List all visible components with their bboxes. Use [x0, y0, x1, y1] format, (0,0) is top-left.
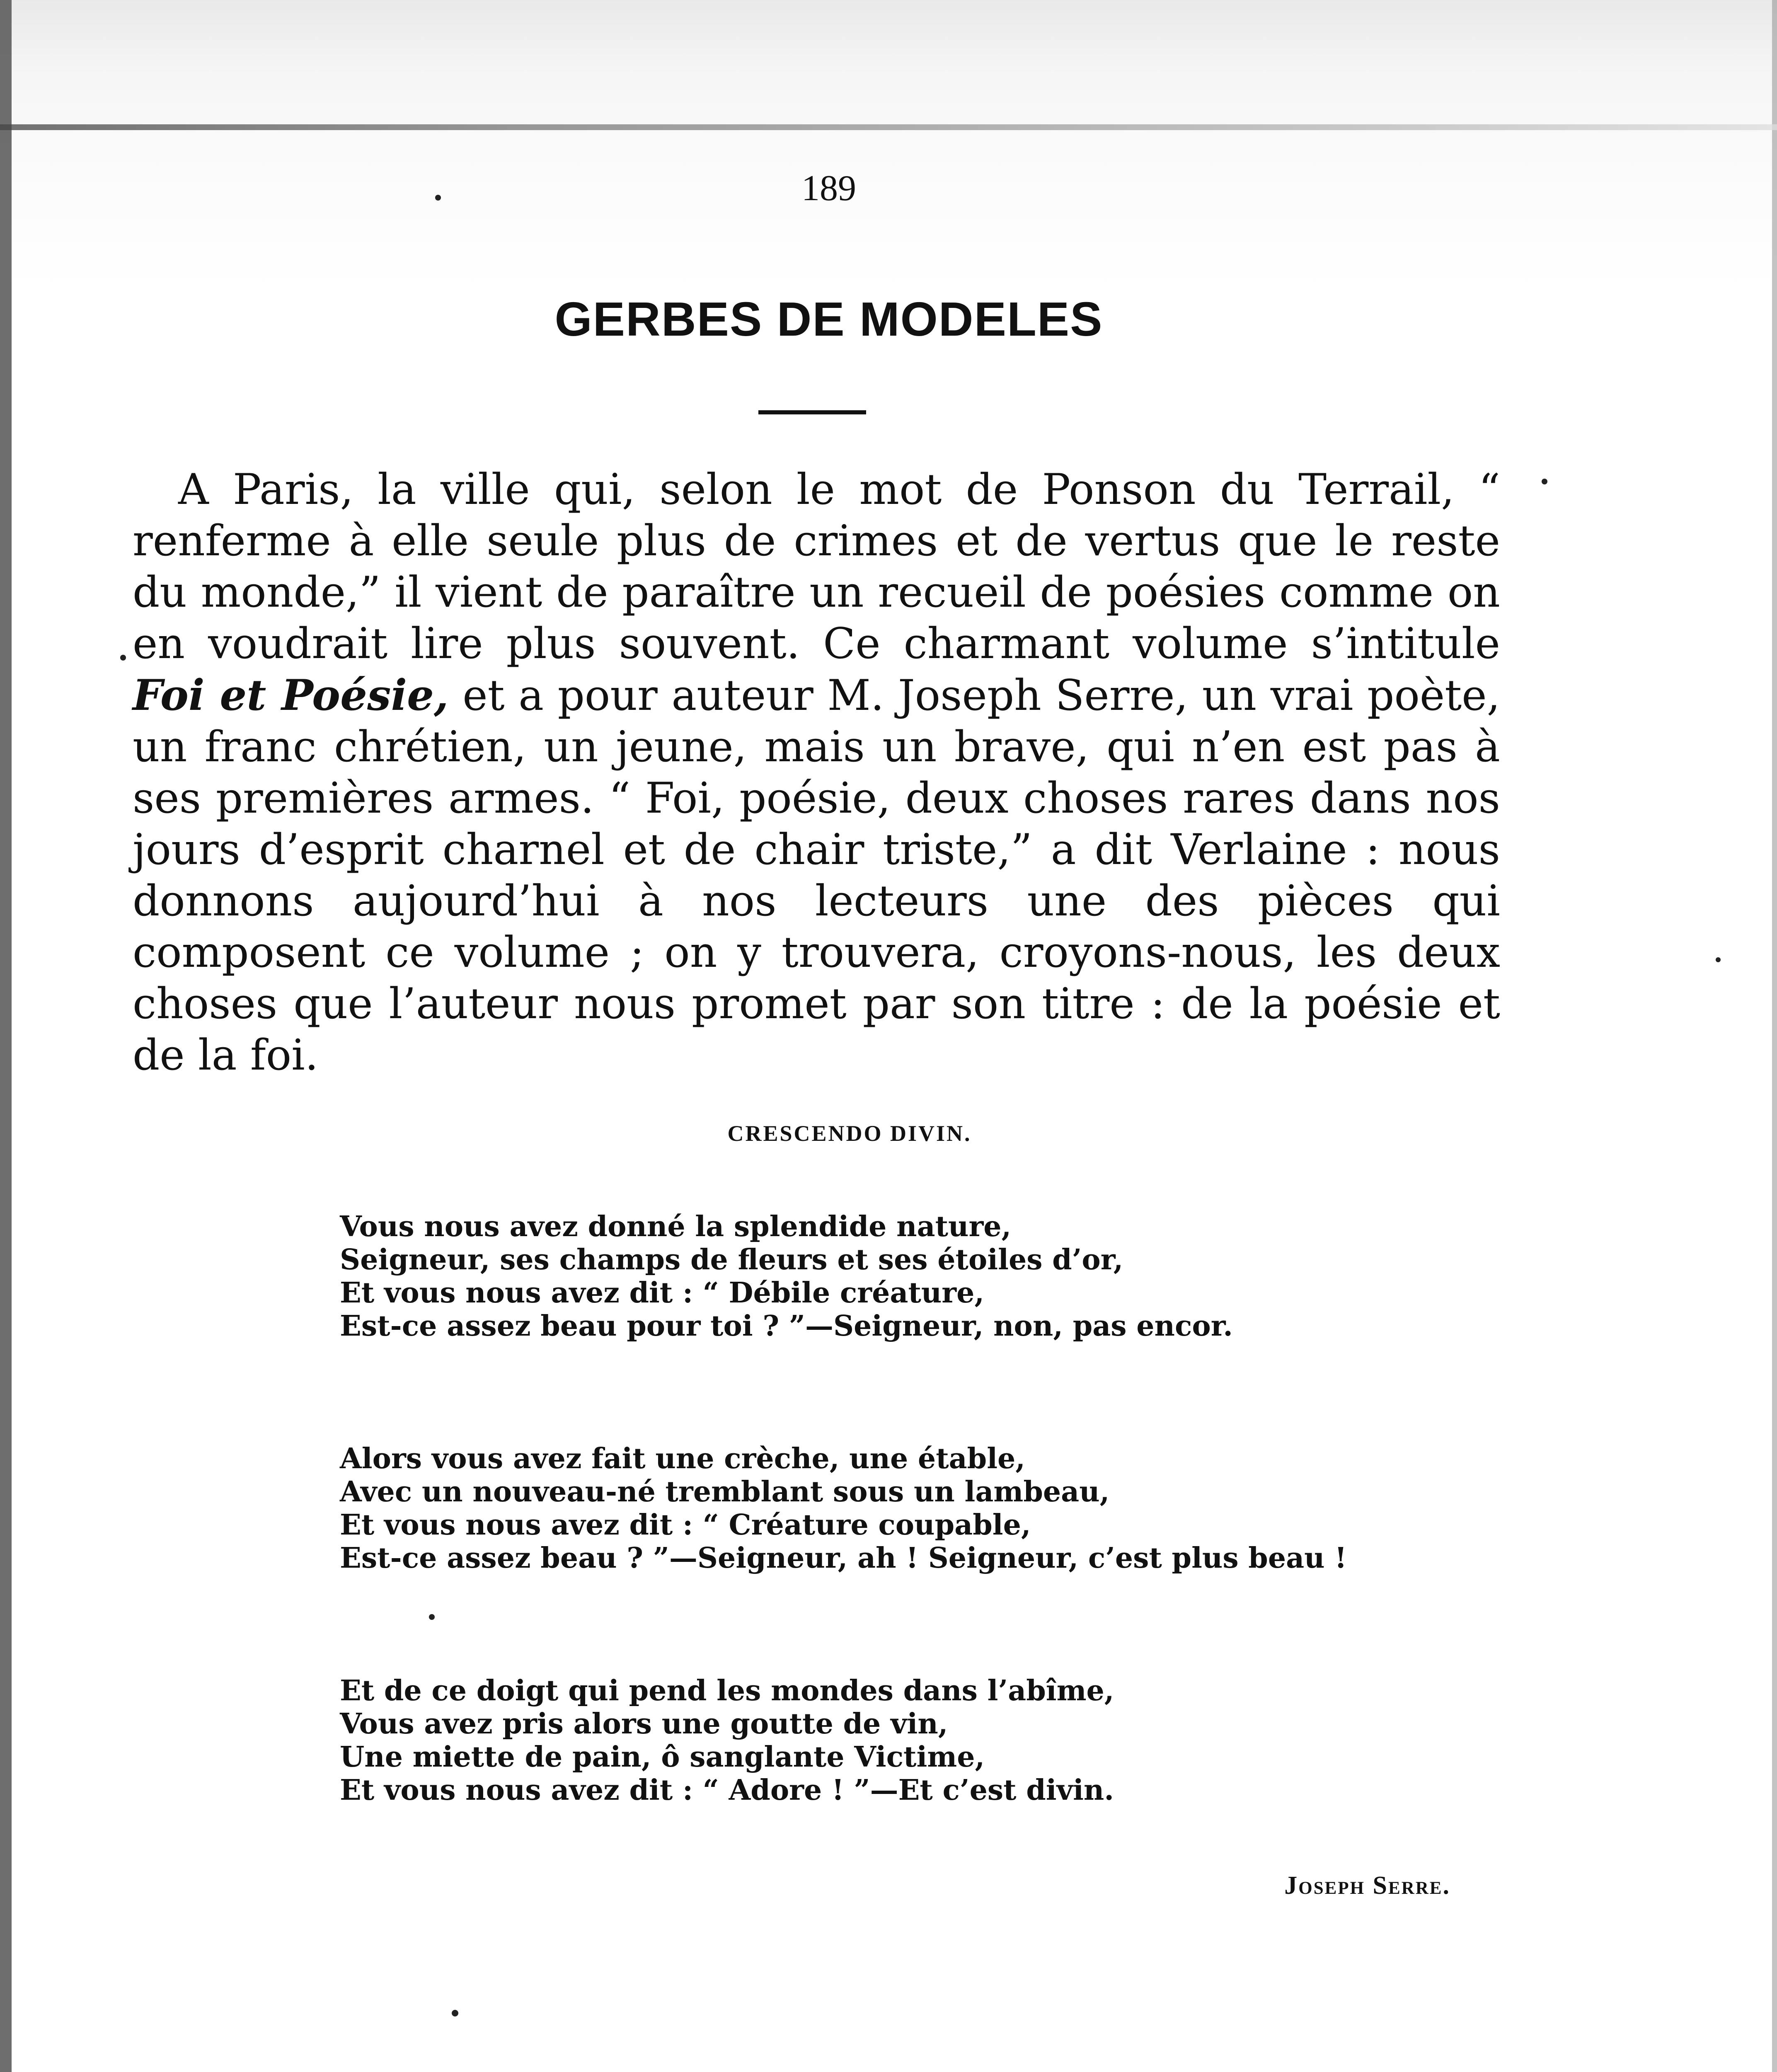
print-speck [1716, 957, 1721, 962]
paragraph-text-end: et a pour auteur M. Joseph Serre, un vrai poète, un franc chrétien, un jeune, mais un brave, qui n’en est pas à ses premières armes. “ Foi, poésie, deux choses rares dans nos jours d’esprit charnel et de chair triste,” a dit Verlaine : nous donnons aujourd’hui à nos lecteurs une des pièces qui composent ce volume ; on y trouvera, croyons-nous, les deux choses que l’auteur nous promet par son titre : de la poésie et de la foi. [133, 671, 1501, 1080]
print-speck [120, 655, 126, 661]
top-rule [0, 124, 1777, 130]
poem-line: Seigneur, ses champs de fleurs et ses étoiles d’or, [340, 1243, 1123, 1276]
poem-line: Et vous nous avez dit : “ Créature coupable, [340, 1508, 1031, 1542]
poem-signature: Joseph Serre. [1284, 1871, 1450, 1900]
page-number: 189 [801, 168, 856, 208]
poem-line: Vous avez pris alors une goutte de vin, [340, 1707, 948, 1740]
poem-title: CRESCENDO DIVIN. [727, 1121, 972, 1146]
poem-stanza-3 [340, 1674, 1542, 1807]
paragraph-text-start: A Paris, la ville qui, selon le mot de Ponson du Terrail, “ renferme à elle seule plus de crimes et de vertus que le reste du monde,” il vient de paraître un recueil de poésies comme on en voudrait lire plus souvent. Ce charmant volume s’intitule [133, 465, 1500, 668]
poem-line: Vous nous avez donné la splendide nature, [340, 1210, 1012, 1243]
poem-line: Alors vous avez fait une crèche, une étable, [340, 1442, 1025, 1475]
page-right-edge [1772, 0, 1777, 2072]
print-speck [429, 1614, 435, 1620]
print-speck [435, 195, 441, 201]
poem-line: Et de ce doigt qui pend les mondes dans l’abîme, [340, 1674, 1114, 1707]
poem-line: Avec un nouveau-né tremblant sous un lambeau, [340, 1475, 1110, 1508]
article-paragraph [133, 464, 1500, 1081]
poem-line: Et vous nous avez dit : “ Adore ! ”—Et c’est divin. [340, 1774, 1114, 1807]
print-speck [1542, 479, 1547, 484]
print-speck [452, 2010, 458, 2016]
article-title: GERBES DE MODELES [554, 292, 1103, 346]
title-rule [758, 410, 866, 414]
poem-stanza-1 [340, 1210, 1542, 1343]
poem-line: Est-ce assez beau pour toi ? ”—Seigneur, non, pas encor. [340, 1310, 1233, 1343]
poem-stanza-2 [340, 1442, 1542, 1575]
poem-line: Et vous nous avez dit : “ Débile créature, [340, 1276, 985, 1310]
book-title: Foi et Poésie, [133, 670, 449, 720]
poem-line: Une miette de pain, ô sanglante Victime, [340, 1740, 985, 1774]
poem-line: Est-ce assez beau ? ”—Seigneur, ah ! Seigneur, c’est plus beau ! [340, 1542, 1347, 1575]
